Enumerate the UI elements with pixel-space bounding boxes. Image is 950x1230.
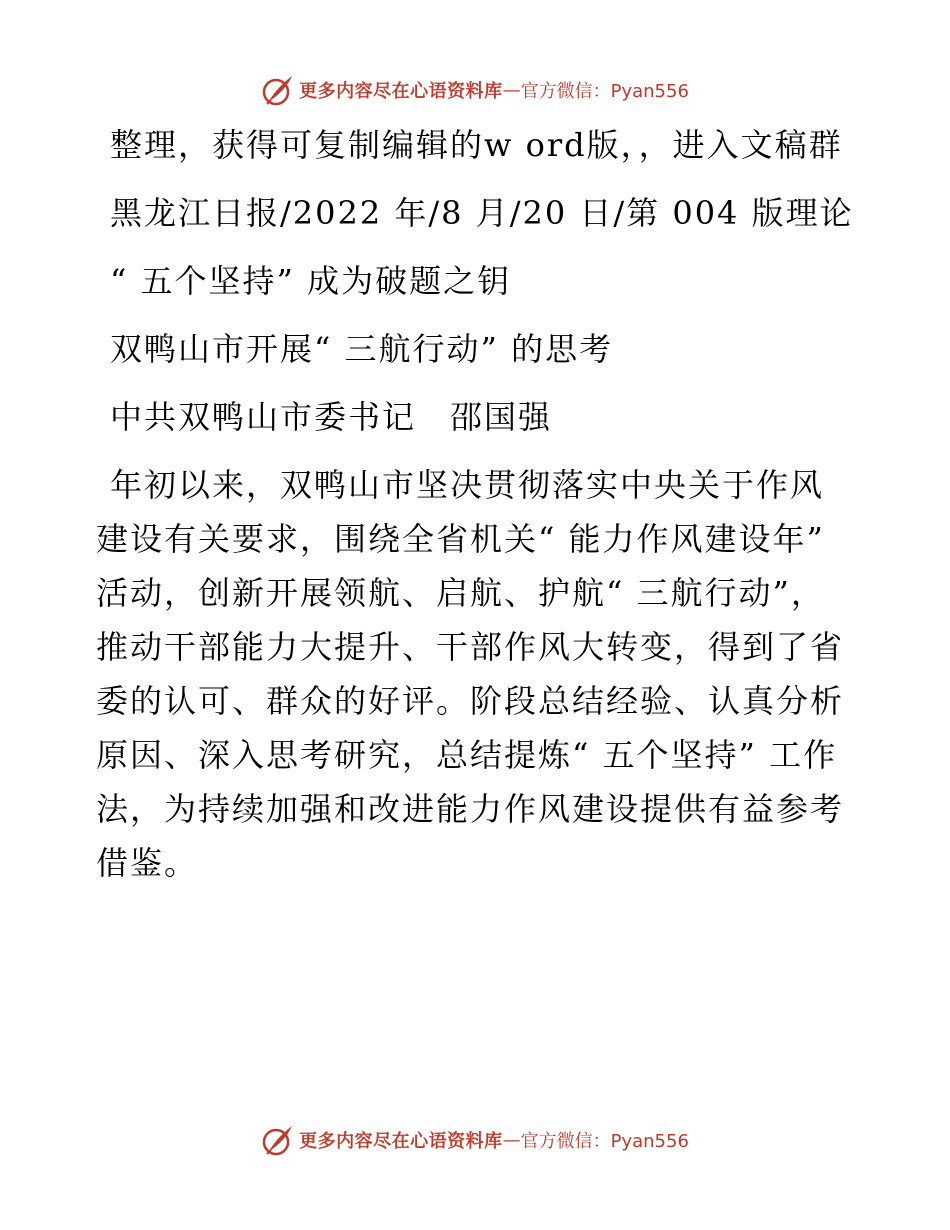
feather-pen-logo-icon [261, 73, 295, 107]
article-subtitle: 双鸭山市开展“ 三航行动” 的思考 [110, 330, 614, 368]
watermark-suffix-text: 官方微信：Pyan556 [520, 81, 689, 102]
header-watermark [0, 70, 950, 110]
watermark-main-text: 更多内容尽在心语资料库 [299, 81, 503, 102]
feather-pen-logo-icon [261, 1123, 295, 1157]
footer-watermark [0, 1120, 950, 1160]
watermark-suffix-text: 官方微信：Pyan556 [520, 1131, 689, 1152]
intro-paragraph: 整理，获得可复制编辑的w ord版，，进入文稿群 [110, 126, 843, 164]
author-line: 中共双鸭山市委书记 邵国强 [110, 398, 553, 436]
body-paragraph: 年初以来，双鸭山市坚决贯彻落实中央关于作风建设有关要求，围绕全省机关“ 能力作风建设年” 活动，创新开展领航、启航、护航“ 三航行动”，推动干部能力大提升、干部作风大转变，得到了省委的认可、群众的好评。阶段总结经验、认真分析原因、深入思考研究，总结提炼“ 五个坚持” 工作法，为持续加强和改进能力作风建设提供有益参考借鉴。 [96, 466, 845, 882]
watermark-separator: — [502, 1129, 521, 1151]
article-title: “ 五个坚持” 成为破题之钥 [110, 262, 512, 300]
document-content [96, 118, 856, 904]
source-line: 黑龙江日报/2022 年/8 月/20 日/第 004 版理论 [110, 194, 854, 232]
watermark-main-text: 更多内容尽在心语资料库 [299, 1131, 503, 1152]
watermark-separator: — [502, 79, 521, 101]
